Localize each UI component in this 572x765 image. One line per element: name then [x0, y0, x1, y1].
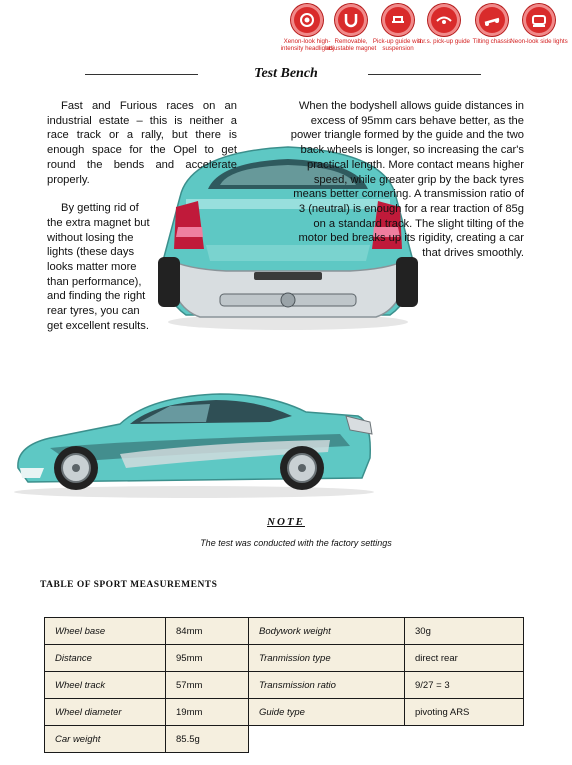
feature-icons: [276, 2, 572, 66]
table-cell: Distance: [45, 645, 166, 672]
table-row: [45, 726, 524, 753]
table-row: [45, 672, 524, 699]
table-cell: Transmission ratio: [249, 672, 405, 699]
feature-label: Neon-look side lights: [510, 38, 568, 45]
neon-lights-icon: [523, 4, 555, 36]
table-row: [45, 645, 524, 672]
table-row: [45, 699, 524, 726]
feature-label: a.r.s. pick-up guide: [418, 38, 470, 45]
paragraph: When the bodyshell allows guide distances in excess of 95mm cars behave better, as the power triangle formed by the guide and the two back wheels is longer, so increasing the car's practical length. More contact means higher speed, while greater grip by the back tyres means better cornering. A transmission ratio of 3 (neutral) is enough for a rear traction of 85g on a standard track. The slight tilting of the motor bed breaks up its rigidity, creating a car that drives smoothly.: [290, 100, 524, 260]
table-cell: 19mm: [166, 699, 249, 726]
magnet-icon: [335, 4, 367, 36]
table-cell: Tranmission type: [249, 645, 405, 672]
table-row: [45, 618, 524, 645]
suspension-icon: [382, 4, 414, 36]
table-cell: 57mm: [166, 672, 249, 699]
right-column: [284, 99, 524, 261]
car-side-image: [10, 382, 378, 500]
feature-label: Tilting chassis: [472, 38, 512, 45]
table-title: TABLE OF SPORT MEASUREMENTS: [40, 580, 218, 590]
tilting-chassis-icon: [476, 4, 508, 36]
feature-neon-lights: [508, 2, 570, 45]
note-heading: NOTE: [267, 516, 305, 528]
table-cell: 84mm: [166, 618, 249, 645]
table-cell: Car weight: [45, 726, 166, 753]
note-text: The test was conducted with the factory settings: [200, 538, 392, 548]
table-cell: 95mm: [166, 645, 249, 672]
table-cell: 9/27 = 3: [405, 672, 524, 699]
table-cell: 85.5g: [166, 726, 249, 753]
left-column: [47, 99, 247, 334]
page-title: Test Bench: [254, 66, 318, 81]
table-cell: 30g: [405, 618, 524, 645]
table-cell: pivoting ARS: [405, 699, 524, 726]
table-cell: Wheel base: [45, 618, 166, 645]
feature-label: Pick-up guide with suspension: [372, 38, 424, 53]
feature-label: Removable, adjustable magnet: [325, 38, 377, 53]
feature-label: Xenon-look high-intensity headlights: [280, 38, 334, 53]
table-cell: direct rear: [405, 645, 524, 672]
table-cell: Guide type: [249, 699, 405, 726]
paragraph: By getting rid of the extra magnet but without losing the lights (these days looks matter more than performance), and finding the right rear tyres, you can get excellent results.: [47, 202, 150, 332]
table-cell-empty: [249, 726, 524, 753]
pickup-guide-icon: [428, 4, 460, 36]
table-cell: Wheel diameter: [45, 699, 166, 726]
headlight-icon: [291, 4, 323, 36]
measurements-table: [44, 617, 524, 753]
paragraph: Fast and Furious races on an industrial estate – this is neither a race track or a rally, but there is enough space for the Opel to get round the bends and accelerate properly.: [47, 100, 237, 186]
table-cell: Wheel track: [45, 672, 166, 699]
table-cell: Bodywork weight: [249, 618, 405, 645]
